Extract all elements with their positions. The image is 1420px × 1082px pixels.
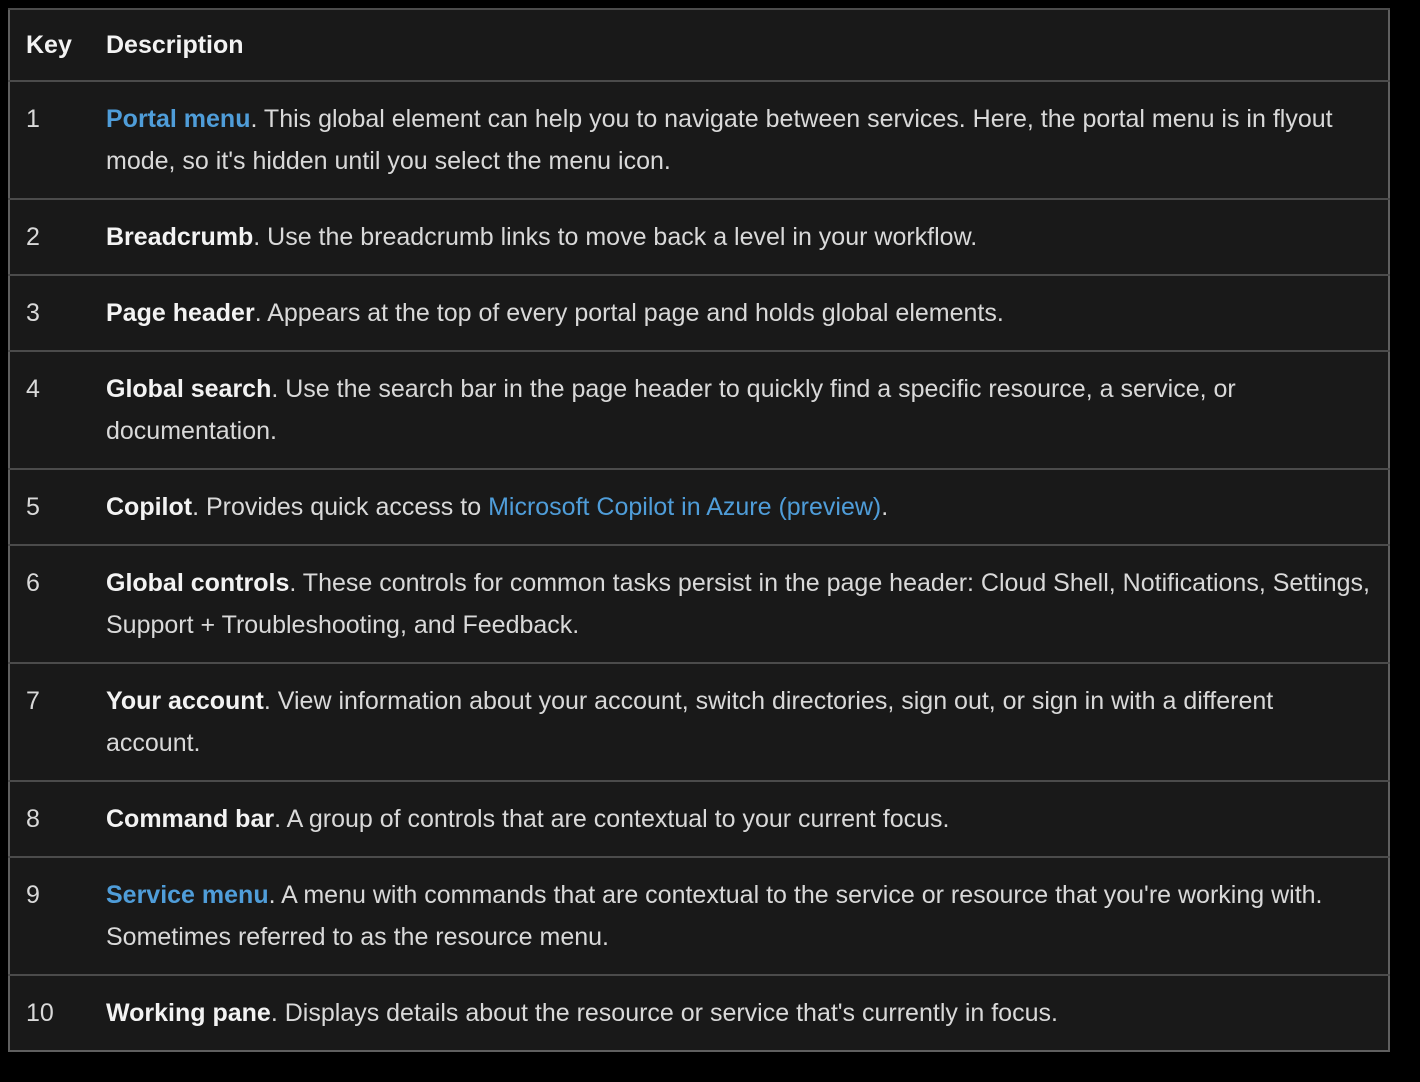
table-row [9,469,1389,545]
table-row [9,857,1389,975]
table-row [9,351,1389,469]
description-text: . Use the breadcrumb links to move back a level in your workflow. [253,223,978,251]
row-key: 2 [26,223,40,251]
row-description [90,275,1389,351]
row-key: 10 [26,999,54,1027]
row-key: 8 [26,805,40,833]
row-key: 7 [26,687,40,715]
row-lead-link[interactable]: Service menu [106,881,269,909]
table-body [9,81,1389,1051]
row-key: 5 [26,493,40,521]
row-description [90,81,1389,199]
row-lead: Your account [106,687,264,715]
row-description [90,469,1389,545]
description-text: . Appears at the top of every portal page and holds global elements. [254,299,1004,327]
description-text: . Displays details about the resource or service that's currently in focus. [270,999,1058,1027]
column-header-description: Description [106,31,244,59]
row-description [90,663,1389,781]
table-header [9,9,1389,81]
table-row [9,663,1389,781]
row-lead: Global search [106,375,272,403]
table-row [9,199,1389,275]
description-text: . Provides quick access to [192,493,489,521]
table-row [9,275,1389,351]
row-key: 3 [26,299,40,327]
description-text: . A menu with commands that are contextual to the service or resource that you're working with. Sometimes referred to as the resource menu. [106,881,1323,951]
row-lead: Page header [106,299,255,327]
row-description [90,975,1389,1051]
description-text: . Use the search bar in the page header to quickly find a specific resource, a service, or documentation. [106,375,1236,445]
row-lead: Working pane [106,999,271,1027]
table-row [9,81,1389,199]
row-key: 1 [26,105,40,133]
row-description [90,351,1389,469]
row-description [90,857,1389,975]
table-row [9,975,1389,1051]
row-description [90,199,1389,275]
description-text: . These controls for common tasks persist in the page header: Cloud Shell, Notifications, Settings, Support + Troubleshooting, and Feedback. [106,569,1370,639]
row-lead: Breadcrumb [106,223,254,251]
row-key: 6 [26,569,40,597]
row-description [90,781,1389,857]
description-text: . This global element can help you to navigate between services. Here, the portal menu is in flyout mode, so it's hidden until you select the menu icon. [106,105,1333,175]
row-lead-link[interactable]: Portal menu [106,105,251,133]
description-text: . A group of controls that are contextual to your current focus. [274,805,950,833]
key-description-table [8,8,1390,1052]
row-key: 9 [26,881,40,909]
row-lead: Copilot [106,493,193,521]
column-header-key: Key [26,31,72,59]
description-text: . View information about your account, switch directories, sign out, or sign in with a different account. [106,687,1274,757]
row-lead: Command bar [106,805,275,833]
row-key: 4 [26,375,40,403]
row-lead: Global controls [106,569,290,597]
table-row [9,781,1389,857]
row-description [90,545,1389,663]
table-header-row [9,9,1389,81]
description-text: . [881,493,889,521]
doc-link[interactable]: Microsoft Copilot in Azure (preview) [488,493,882,521]
table-row [9,545,1389,663]
